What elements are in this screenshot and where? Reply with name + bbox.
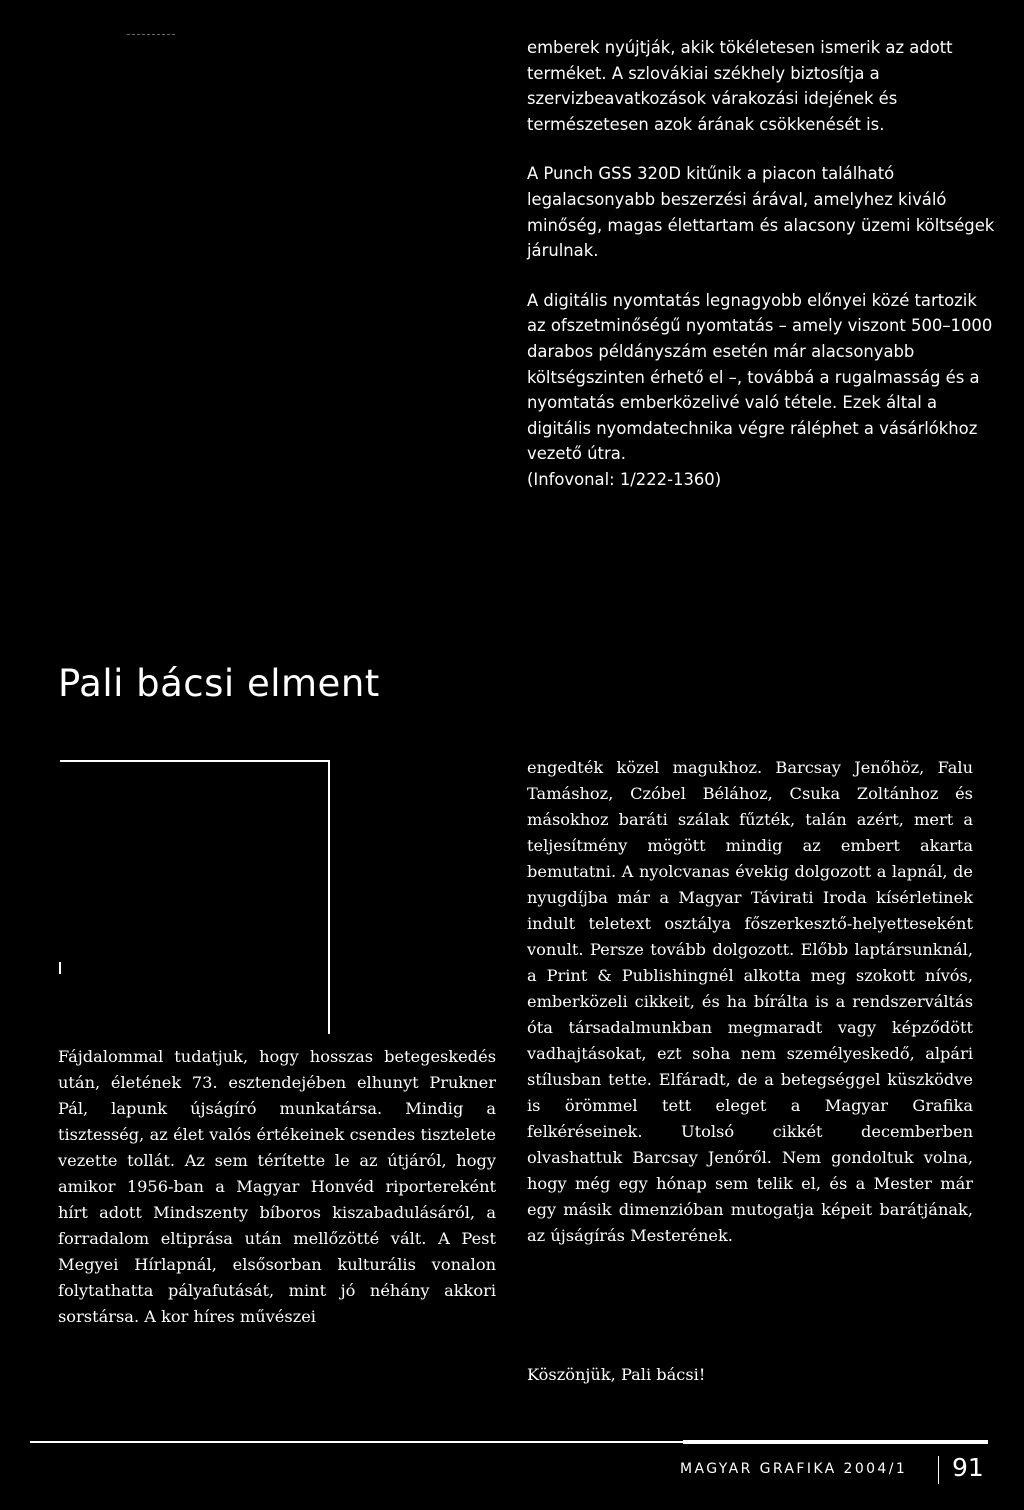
obituary-closing: Köszönjük, Pali bácsi! [527, 1365, 706, 1384]
obituary-right-column: engedték közel magukhoz. Barcsay Jenőhöz, Falu Tamáshoz, Czóbel Bélához, Csuka Zoltánhoz és másokhoz baráti szálak fűzték, talán azért, mert a teljesítmény mögött mindig az embert akarta bemutatni. A nyolcvanas évekig dolgozott a lapnál, de nyugdíjba már a Magyar Távirati Iroda kísérletinek indult teletext osztálya főszerkesztő-helyetteseként vonult. Persze tovább dolgozott. Előbb laptársunknál, a Print & Publishingnél alkotta meg szokott nívós, emberközeli cikkeit, és ha bírálta is a rendszerváltás óta társadalmunkban megmaradt vagy képződött vadhajtásokat, ezt soha nem személyeskedő, alpári stílusban tette. Elfáradt, de a betegséggel küszködve is örömmel tett eleget a Magyar Grafika felkéréseinek. Utolsó cikkét decemberben olvashattuk Barcsay Jenőről. Nem gondoltuk volna, hogy még egy hónap sem telik el, és a Mester már egy másik dimenzióban mutogatja képeit barátjának, az újságírás Mesterének. [527, 758, 973, 1245]
top-article-paragraph-3: A digitális nyomtatás legnagyobb előnyei közé tartozik az ofszetminőségű nyomtatás – amely viszont 500–1000 darabos példányszám esetén már alacsonyabb költségszinten érhető el –, továbbá a rugalmasság és a nyomtatás emberközelivé való tétele. Ezek által a digitális nyomdatechnika végre ráléphet a vásárlókhoz vezető útra. [527, 290, 993, 464]
infoline: (Infovonal: 1/222-1360) [527, 469, 722, 489]
top-article-paragraph-2: A Punch GSS 320D kitűnik a piacon található legalacsonyabb beszerzési árával, amelyhez kiváló minőség, magas élettartam és alacsony üzemi költségek járulnak. [527, 164, 995, 261]
top-article-continuation [527, 35, 995, 493]
obituary-left-column: Fájdalommal tudatjuk, hogy hosszas betegeskedés után, életének 73. esztendejében elhunyt Prukner Pál, lapunk újságíró munkatársa. Mindig a tisztesség, az élet valós értékeinek csendes tisztelete vezette tollát. Az sem térítette le az útjáról, hogy amikor 1956-ban a Magyar Honvéd riportereként hírt adott Mindszenty bíboros kiszabadulásáról, a forradalom eltiprása után mellőzötté vált. A Pest Megyei Hírlapnál, elsősorban kulturális vonalon folytathatta pályafutását, mint jó néhány akkori sorstársa. A kor híres művészei [58, 1047, 496, 1326]
footer-rule [30, 1441, 988, 1443]
top-article-paragraph-1: emberek nyújtják, akik tökéletesen ismerik az adott terméket. A szlovákiai székhely biztosítja a szervizbeavatkozások várakozási idejének és természetesen azok árának csökkenését is. [527, 38, 953, 134]
photo-frame-mark [59, 962, 61, 974]
obituary-headline: Pali bácsi elment [58, 662, 380, 705]
footer-rule-accent [683, 1440, 988, 1444]
page-number: 91 [952, 1453, 984, 1482]
top-edge-mark [127, 34, 175, 35]
photo-frame [60, 760, 330, 1034]
footer-separator [938, 1456, 939, 1484]
footer-magazine-title: MAGYAR GRAFIKA 2004/1 [680, 1461, 908, 1477]
